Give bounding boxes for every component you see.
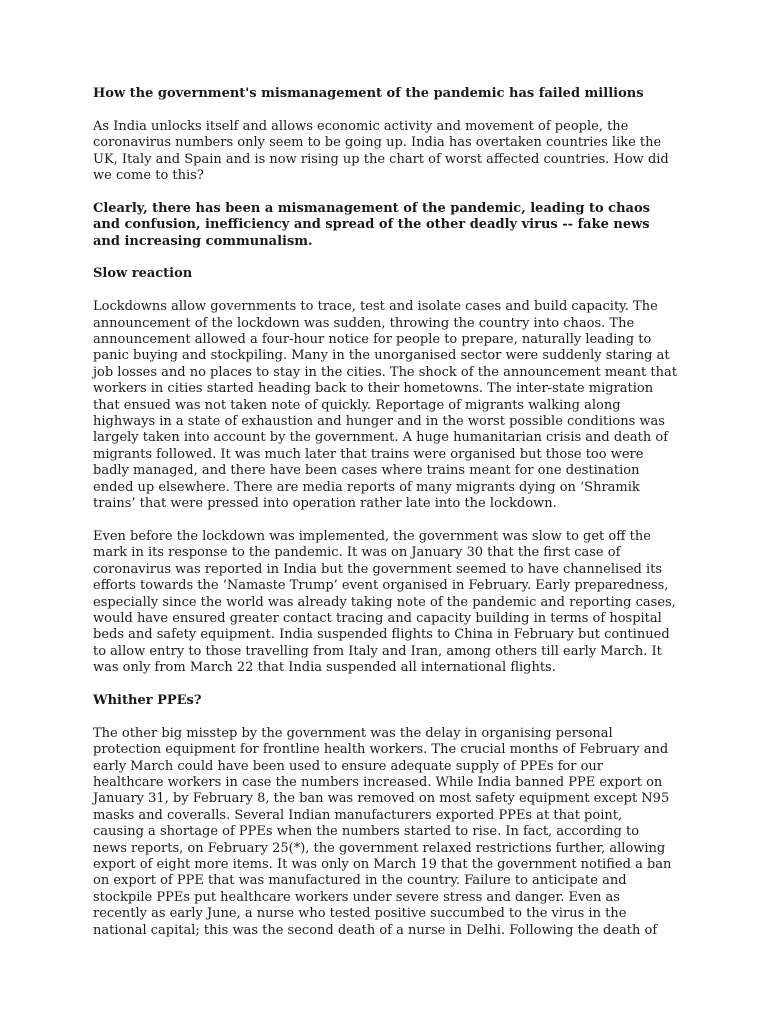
body-paragraph-preparedness: Even before the lockdown was implemented, the government was slow to get off the mark in its response to the pandemic. It was on January 30 that the first case of coronavirus was reported in India but the government seemed to have channelised its efforts towards the ‘Namaste Trump’ event organised in February. Early preparedness, especially since the world was already taking note of the pandemic and reporting cases, would have ensured greater contact tracing and capacity building in terms of hospital beds and safety equipment. India suspended flights to China in February but continued to allow entry to those travelling from Italy and Iran, among others till early March. It was only from March 22 that India suspended all international flights. <box>93 528 676 676</box>
body-paragraph-ppe: The other big misstep by the government was the delay in organising personal protection equipment for frontline health workers. The crucial months of February and early March could have been used to ensure adequate supply of PPEs for our healthcare workers in case the numbers increased. While India banned PPE export on January 31, by February 8, the ban was removed on most safety equipment except N95 masks and coveralls. Several Indian manufacturers exported PPEs at that point, causing a shortage of PPEs when the numbers started to rise. In fact, according to news reports, on February 25(*), the government relaxed restrictions further, allowing export of eight more items. It was only on March 19 that the government notified a ban on export of PPE that was manufactured in the country. Failure to anticipate and stockpile PPEs put healthcare workers under severe stress and danger. Even as recently as early June, a nurse who tested positive succumbed to the virus in the national capital; this was the second death of a nurse in Delhi. Following the death of <box>93 725 672 938</box>
body-paragraph-lockdown: Lockdowns allow governments to trace, test and isolate cases and build capacity. The announcement of the lockdown was sudden, throwing the country into chaos. The announcement allowed a four-hour notice for people to prepare, naturally leading to panic buying and stockpiling. Many in the unorganised sector were suddenly staring at job losses and no places to stay in the cities. The shock of the announcement meant that workers in cities started heading back to their hometowns. The inter-state migration that ensued was not taken note of quickly. Reportage of migrants walking along highways in a state of exhaustion and hunger and in the worst possible conditions was largely taken into account by the government. A huge humanitarian crisis and death of migrants followed. It was much later that trains were organised but those too were badly managed, and there have been cases where trains meant for one destination ended up elsewhere. There are media reports of many migrants dying on ‘Shramik trains’ that were pressed into operation rather late into the lockdown. <box>93 299 677 512</box>
section-heading-ppes: Whither PPEs? <box>93 692 202 708</box>
article-title: How the government's mismanagement of the pandemic has failed millions <box>93 86 644 101</box>
intro-paragraph: As India unlocks itself and allows economic activity and movement of people, the coronavirus numbers only seem to be going up. India has overtaken countries like the UK, Italy and Spain and is now rising up the chart of worst affected countries. How did we come to this? <box>93 118 669 184</box>
lead-paragraph: Clearly, there has been a mismanagement of the pandemic, leading to chaos and confusion, inefficiency and spread of the other deadly virus -- fake news and increasing communalism. <box>93 200 650 249</box>
section-heading-slow-reaction: Slow reaction <box>93 266 193 282</box>
document-page <box>93 86 677 955</box>
